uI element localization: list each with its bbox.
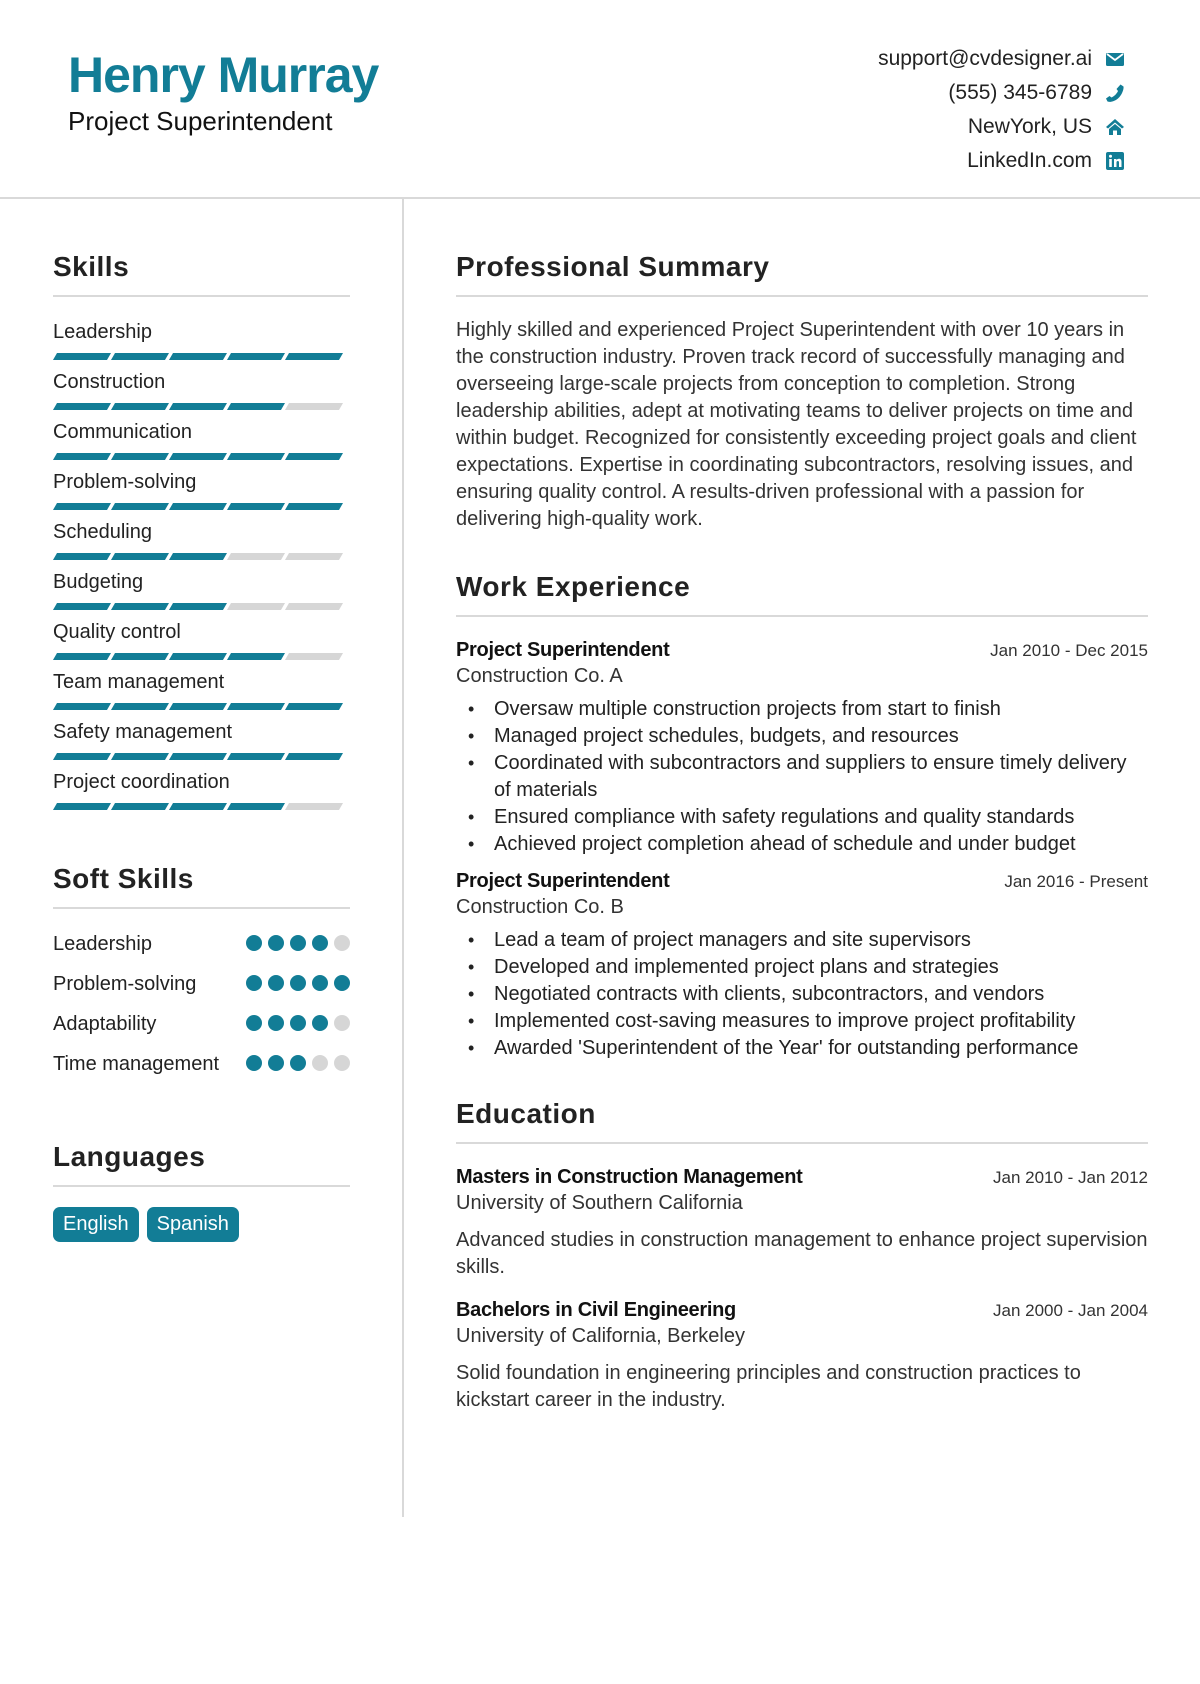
- language-badge: Spanish: [147, 1207, 239, 1242]
- skill-name: Quality control: [53, 621, 181, 643]
- skill-level-segment: [169, 503, 227, 510]
- phone-icon: [1104, 82, 1126, 104]
- job-header: [456, 870, 1148, 893]
- soft-skill-rating: [246, 971, 350, 991]
- skill-level-segment: [111, 653, 169, 660]
- education-header: [456, 1166, 1148, 1189]
- skill-item: [53, 517, 350, 567]
- skill-level-segment: [227, 753, 285, 760]
- skill-level-segment: [227, 403, 285, 410]
- education-school: University of Southern California: [456, 1192, 743, 1214]
- rating-dot: [246, 1015, 262, 1031]
- job-entry: [456, 870, 1148, 1062]
- skill-level-bar: [53, 403, 350, 410]
- job-bullet: • Lead a team of project managers and site supervisors: [456, 927, 1148, 954]
- skill-level-segment: [111, 603, 169, 610]
- rating-dot: [268, 975, 284, 991]
- skill-level-segment: [285, 603, 343, 610]
- education-description: Solid foundation in engineering principles and construction practices to kickstart career in the industry.: [456, 1362, 1081, 1411]
- soft-skill-item: [53, 1051, 350, 1085]
- summary-text: Highly skilled and experienced Project Superintendent with over 10 years in the construction industry. Proven track record of successfully managing and overseeing large-scale projects from conception to completion. Strong leadership abilities, adept at motivating teams to deliver projects on time and within budget. Recognized for consistently exceeding project goals and client expectations. Expertise in coordinating subcontractors, resolving issues, and ensuring quality control. A results-driven professional with a passion for delivering high-quality work.: [456, 319, 1137, 530]
- skill-level-bar: [53, 753, 350, 760]
- education-heading: Education: [456, 1098, 1148, 1144]
- rating-dot: [290, 975, 306, 991]
- skill-level-segment: [53, 453, 111, 460]
- rating-dot: [246, 975, 262, 991]
- skill-level-segment: [227, 453, 285, 460]
- skill-level-segment: [169, 553, 227, 560]
- education-description: Advanced studies in construction management to enhance project supervision skills.: [456, 1229, 1148, 1278]
- jobs-list: [456, 639, 1148, 1062]
- skill-level-segment: [53, 503, 111, 510]
- skill-level-segment: [53, 603, 111, 610]
- skill-level-segment: [227, 353, 285, 360]
- soft-skill-rating: [246, 1011, 350, 1031]
- soft-skill-name: Problem-solving: [53, 973, 197, 995]
- envelope-icon: [1104, 48, 1126, 70]
- skill-name: Scheduling: [53, 521, 152, 543]
- rating-dot: [246, 935, 262, 951]
- candidate-name: Henry Murray: [68, 47, 379, 103]
- skill-level-segment: [53, 703, 111, 710]
- skill-level-segment: [227, 503, 285, 510]
- job-bullets: [456, 696, 1148, 858]
- education-entry: [456, 1299, 1148, 1414]
- contact-location-text: NewYork, US: [967, 115, 1092, 138]
- language-badge: English: [53, 1207, 139, 1242]
- job-bullet: • Ensured compliance with safety regulations and quality standards: [456, 804, 1148, 831]
- skill-level-segment: [169, 753, 227, 760]
- skill-level-bar: [53, 703, 350, 710]
- skill-level-bar: [53, 603, 350, 610]
- contact-email[interactable]: [878, 42, 1126, 76]
- rating-dot: [290, 1055, 306, 1071]
- skill-level-segment: [285, 403, 343, 410]
- skill-item: [53, 567, 350, 617]
- job-bullet: • Implemented cost-saving measures to improve project profitability: [456, 1008, 1148, 1035]
- skill-item: [53, 617, 350, 667]
- soft-skill-name: Time management: [53, 1053, 219, 1075]
- education-school: University of California, Berkeley: [456, 1325, 745, 1347]
- skill-item: [53, 367, 350, 417]
- rating-dot: [246, 1055, 262, 1071]
- job-header: [456, 639, 1148, 662]
- sidebar: [53, 199, 350, 1242]
- rating-dot: [268, 1015, 284, 1031]
- soft-skill-name: Leadership: [53, 933, 152, 955]
- skill-item: [53, 317, 350, 367]
- skill-level-segment: [111, 453, 169, 460]
- job-bullet: • Negotiated contracts with clients, subcontractors, and vendors: [456, 981, 1148, 1008]
- education-degree: Masters in Construction Management: [456, 1166, 803, 1188]
- languages-heading: Languages: [53, 1141, 350, 1187]
- skill-level-segment: [111, 703, 169, 710]
- skill-level-segment: [285, 753, 343, 760]
- skill-name: Safety management: [53, 721, 232, 743]
- soft-skill-name: Adaptability: [53, 1013, 157, 1035]
- rating-dot: [334, 1015, 350, 1031]
- soft-skill-rating: [246, 931, 350, 951]
- job-company: Construction Co. A: [456, 665, 623, 687]
- skill-name: Leadership: [53, 321, 152, 343]
- skill-item: [53, 717, 350, 767]
- skill-name: Communication: [53, 421, 192, 443]
- skill-name: Team management: [53, 671, 225, 693]
- resume-header: [0, 0, 1200, 199]
- job-bullet: • Oversaw multiple construction projects from start to finish: [456, 696, 1148, 723]
- job-bullet: • Awarded 'Superintendent of the Year' for outstanding performance: [456, 1035, 1148, 1062]
- skill-level-bar: [53, 803, 350, 810]
- skill-level-segment: [111, 553, 169, 560]
- skill-item: [53, 767, 350, 817]
- skill-level-segment: [169, 453, 227, 460]
- soft-skill-rating: [246, 1051, 350, 1071]
- skill-name: Budgeting: [53, 571, 144, 593]
- skill-level-segment: [285, 803, 343, 810]
- contact-email-text: support@cvdesigner.ai: [878, 47, 1092, 70]
- rating-dot: [268, 935, 284, 951]
- skill-level-segment: [111, 503, 169, 510]
- skill-level-segment: [285, 453, 343, 460]
- candidate-title: Project Superintendent: [68, 106, 333, 136]
- skill-level-segment: [285, 703, 343, 710]
- skill-level-segment: [227, 803, 285, 810]
- summary-heading: Professional Summary: [456, 251, 1148, 297]
- contact-linkedin[interactable]: [878, 144, 1126, 178]
- skill-level-segment: [169, 653, 227, 660]
- skill-name: Project coordination: [53, 771, 230, 793]
- skill-level-segment: [169, 803, 227, 810]
- skill-level-segment: [169, 603, 227, 610]
- job-title: Project Superintendent: [456, 639, 670, 661]
- contact-phone-text: (555) 345-6789: [948, 81, 1092, 104]
- education-date: Jan 2010 - Jan 2012: [992, 1168, 1148, 1187]
- skill-level-segment: [169, 703, 227, 710]
- education-entry: [456, 1166, 1148, 1281]
- skill-level-segment: [227, 703, 285, 710]
- skill-level-segment: [111, 753, 169, 760]
- soft-skill-item: [53, 931, 350, 965]
- skill-item: [53, 667, 350, 717]
- job-bullet: • Developed and implemented project plans and strategies: [456, 954, 1148, 981]
- skill-level-segment: [53, 803, 111, 810]
- skill-level-segment: [169, 353, 227, 360]
- rating-dot: [312, 1015, 328, 1031]
- job-date: Jan 2010 - Dec 2015: [990, 641, 1148, 660]
- soft-skill-item: [53, 1011, 350, 1045]
- job-bullet: • Managed project schedules, budgets, and resources: [456, 723, 1148, 750]
- rating-dot: [312, 975, 328, 991]
- rating-dot: [312, 935, 328, 951]
- contact-list: [878, 42, 1126, 178]
- skill-level-segment: [53, 653, 111, 660]
- rating-dot: [290, 1015, 306, 1031]
- column-divider: [402, 199, 404, 1517]
- skill-item: [53, 467, 350, 517]
- skills-list: [53, 317, 350, 817]
- skill-level-segment: [53, 553, 111, 560]
- education-degree: Bachelors in Civil Engineering: [456, 1299, 736, 1321]
- job-bullets: [456, 927, 1148, 1062]
- languages-list: [53, 1207, 350, 1242]
- linkedin-icon: [1104, 150, 1126, 172]
- job-company: Construction Co. B: [456, 896, 624, 918]
- rating-dot: [334, 1055, 350, 1071]
- skill-level-bar: [53, 453, 350, 460]
- rating-dot: [268, 1055, 284, 1071]
- home-icon: [1104, 116, 1126, 138]
- contact-phone[interactable]: [878, 76, 1126, 110]
- skill-level-segment: [53, 353, 111, 360]
- skill-level-segment: [227, 553, 285, 560]
- contact-location: [878, 110, 1126, 144]
- rating-dot: [334, 935, 350, 951]
- skill-level-bar: [53, 653, 350, 660]
- job-date: Jan 2016 - Present: [1004, 872, 1148, 891]
- job-bullet: • Achieved project completion ahead of schedule and under budget: [456, 831, 1148, 858]
- education-header: [456, 1299, 1148, 1322]
- rating-dot: [334, 975, 350, 991]
- skill-level-segment: [285, 503, 343, 510]
- skill-item: [53, 417, 350, 467]
- contact-linkedin-text: LinkedIn.com: [967, 149, 1092, 172]
- skill-level-segment: [111, 803, 169, 810]
- job-entry: [456, 639, 1148, 858]
- skills-heading: Skills: [53, 251, 350, 297]
- skill-level-segment: [169, 403, 227, 410]
- rating-dot: [290, 935, 306, 951]
- skill-level-segment: [285, 653, 343, 660]
- main-content: [456, 199, 1148, 1414]
- soft-skills-list: [53, 931, 350, 1085]
- skill-name: Problem-solving: [53, 471, 197, 493]
- skill-level-bar: [53, 353, 350, 360]
- work-heading: Work Experience: [456, 571, 1148, 617]
- skill-level-segment: [285, 553, 343, 560]
- education-list: [456, 1166, 1148, 1414]
- skill-name: Construction: [53, 371, 166, 393]
- job-title: Project Superintendent: [456, 870, 670, 892]
- skill-level-bar: [53, 503, 350, 510]
- skill-level-segment: [53, 403, 111, 410]
- job-bullet: • Coordinated with subcontractors and suppliers to ensure timely delivery of materials: [456, 750, 1148, 804]
- education-date: Jan 2000 - Jan 2004: [992, 1301, 1148, 1320]
- soft-skills-heading: Soft Skills: [53, 863, 350, 909]
- skill-level-segment: [111, 403, 169, 410]
- soft-skill-item: [53, 971, 350, 1005]
- skill-level-segment: [285, 353, 343, 360]
- skill-level-bar: [53, 553, 350, 560]
- rating-dot: [312, 1055, 328, 1071]
- skill-level-segment: [227, 653, 285, 660]
- skill-level-segment: [227, 603, 285, 610]
- skill-level-segment: [53, 753, 111, 760]
- skill-level-segment: [111, 353, 169, 360]
